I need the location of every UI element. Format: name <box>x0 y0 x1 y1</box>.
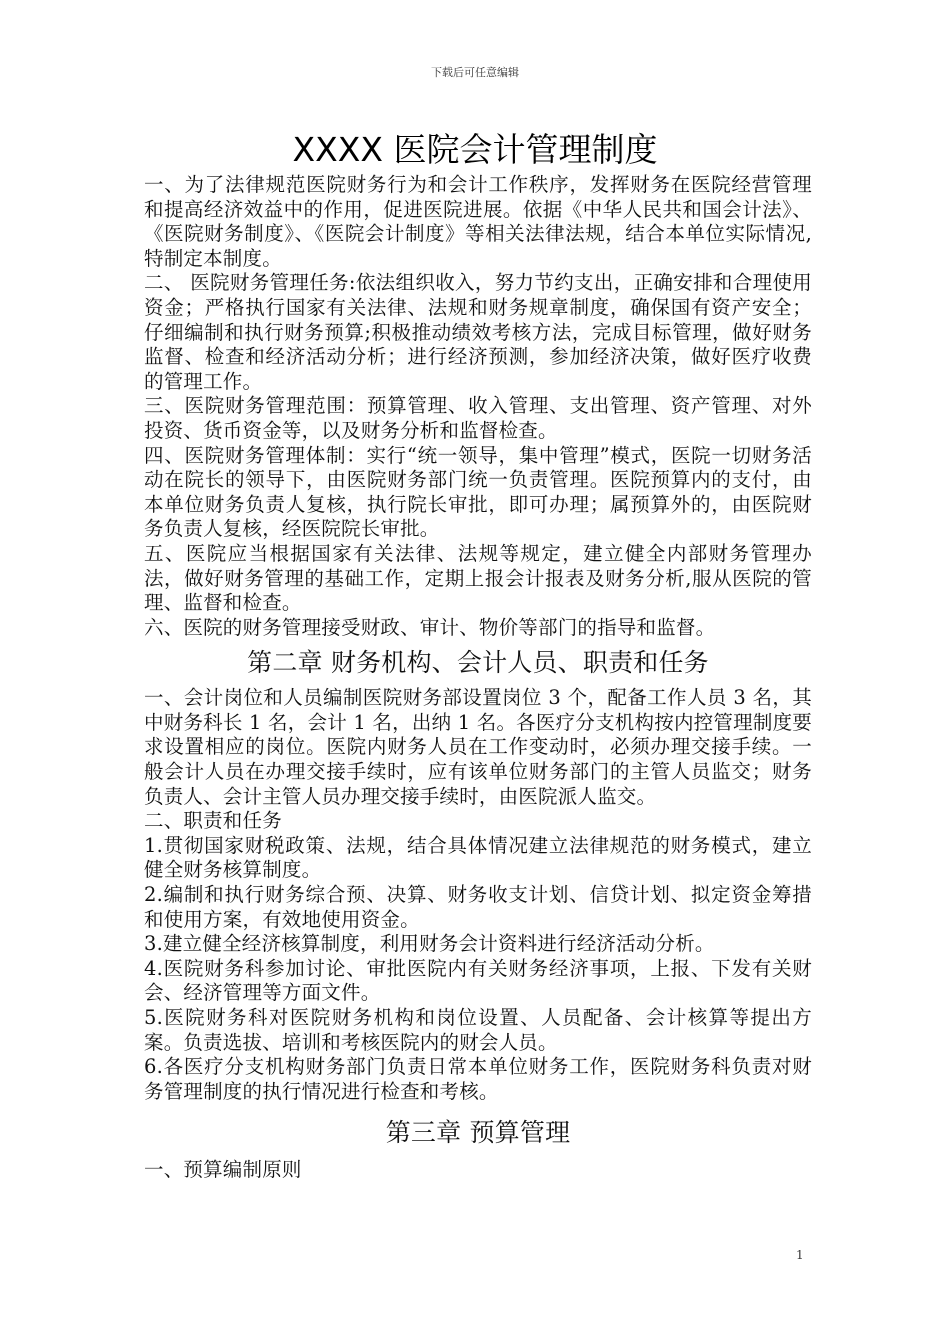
page-number: 1 <box>796 1248 804 1262</box>
list-item: 6.各医疗分支机构财务部门负责日常本单位财务工作，医院财务科负责对财务管理制度的执行情况进行检查和考核。 <box>144 1055 812 1103</box>
paragraph: 四、医院财务管理体制：实行“统一领导，集中管理”模式，医院一切财务活动在院长的领导下，由医院财务部门统一负责管理。医院预算内的支付，由本单位财务负责人复核，执行院长审批，即可办理；属预算外的，由医院财务负责人复核，经医院院长审批。 <box>144 443 812 541</box>
paragraph: 一、为了法律规范医院财务行为和会计工作秩序，发挥财务在医院经营管理和提高经济效益中的作用，促进医院进展。依据《中华人民共和国会计法》、《医院财务制度》、《医院会计制度》等相关法律法规，结合本单位实际情况,特制定本制度。 <box>144 173 812 270</box>
header-note: 下载后可任意编辑 <box>431 66 519 79</box>
chapter2-section <box>144 686 812 1104</box>
paragraph: 二、 医院财务管理任务:依法组织收入，努力节约支出，正确安排和合理使用资金；严格执行国家有关法律、法规和财务规章制度，确保国有资产安全；仔细编制和执行财务预算;积极推动绩效考核方法，完成目标管理，做好财务监督、检查和经济活动分析；进行经济预测，参加经济决策，做好医疗收费的管理工作。 <box>144 271 812 393</box>
list-item: 5.医院财务科对医院财务机构和岗位设置、人员配备、会计核算等提出方案。负责选拔、培训和考核医院内的财会人员。 <box>144 1006 812 1054</box>
chapter1-section <box>144 173 812 640</box>
list-item: 4.医院财务科参加讨论、审批医院内有关财务经济事项，上报、下发有关财会、经济管理等方面文件。 <box>144 956 812 1005</box>
list-item: 3.建立健全经济核算制度，利用财务会计资料进行经济活动分析。 <box>144 932 715 956</box>
chapter2-heading: 第二章 财务机构、会计人员、职责和任务 <box>247 648 709 678</box>
list-item: 1.贯彻国家财税政策、法规，结合具体情况建立法律规范的财务模式，建立健全财务核算制度。 <box>144 833 812 882</box>
paragraph: 一、预算编制原则 <box>144 1158 302 1182</box>
chapter3-section <box>144 1158 812 1183</box>
paragraph: 三、医院财务管理范围：预算管理、收入管理、支出管理、资产管理、对外投资、货币资金等，以及财务分析和监督检查。 <box>144 394 812 442</box>
list-item: 2.编制和执行财务综合预、决算、财务收支计划、信贷计划、拟定资金筹措和使用方案，有效地使用资金。 <box>144 883 812 931</box>
chapter3-heading: 第三章 预算管理 <box>385 1118 571 1148</box>
paragraph: 五、医院应当根据国家有关法律、法规等规定，建立健全内部财务管理办法，做好财务管理的基础工作，定期上报会计报表及财务分析,服从医院的管理、监督和检查。 <box>144 541 812 615</box>
paragraph: 二、职责和任务 <box>144 809 282 833</box>
document-title: XXXX 医院会计管理制度 <box>292 130 658 169</box>
paragraph: 一、会计岗位和人员编制医院财务部设置岗位 3 个，配备工作人员 3 名，其中财务科长 1 名，会计 1 名，出纳 1 名。各医疗分支机构按内控管理制度要求设置相应的岗位。医院内财务人员在工作变动时，必须办理交接手续。一般会计人员在办理交接手续时，应有该单位财务部门的主管人员监交；财务负责人、会计主管人员办理交接手续时，由医院派人监交。 <box>144 686 812 808</box>
paragraph: 六、医院的财务管理接受财政、审计、物价等部门的指导和监督。 <box>144 615 716 639</box>
document-body <box>144 173 812 1183</box>
